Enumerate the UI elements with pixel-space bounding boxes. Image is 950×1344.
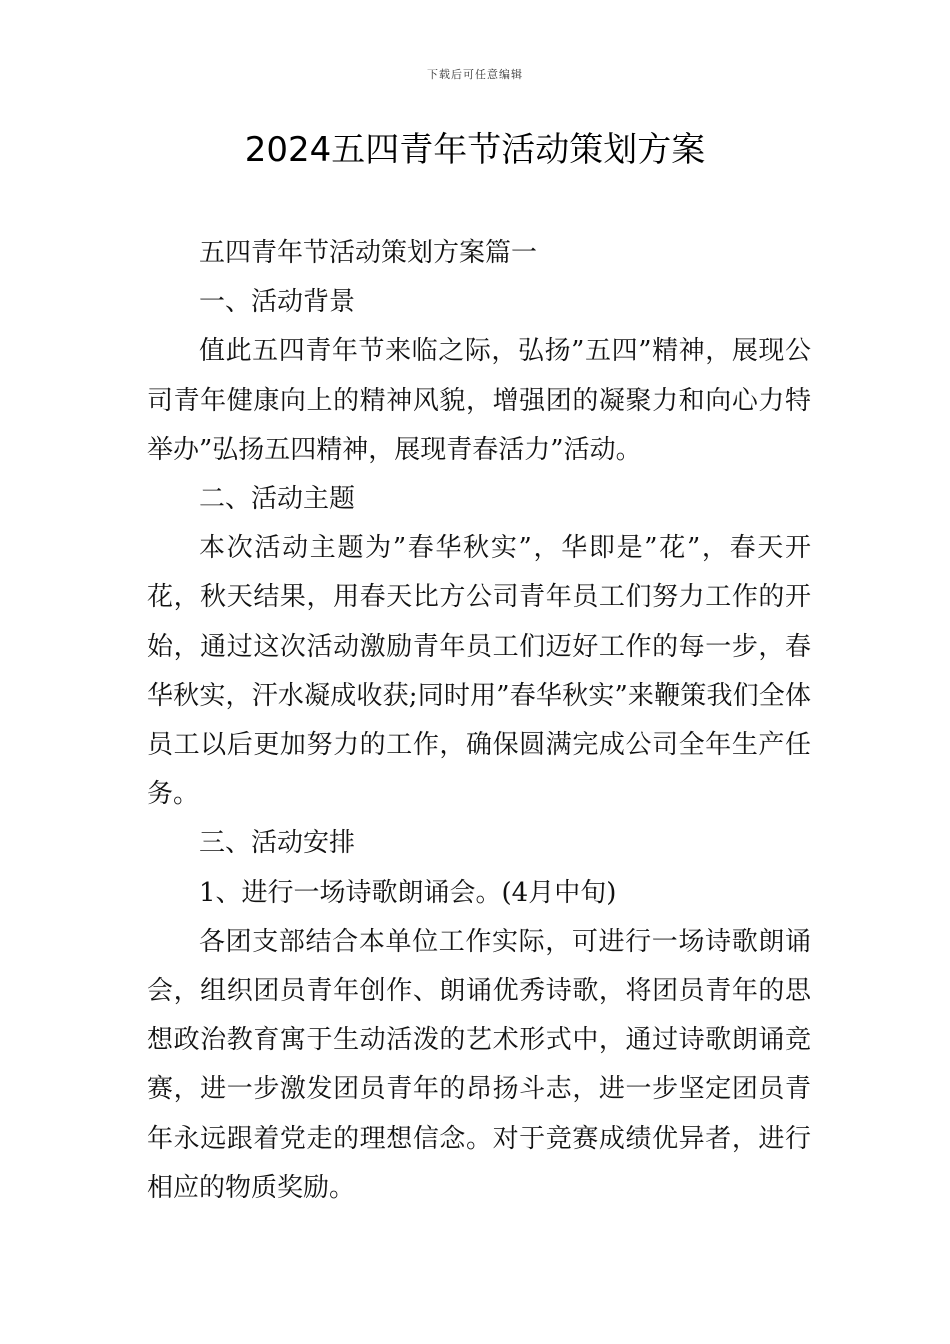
paragraph-theme: 本次活动主题为”春华秋实”，华即是”花”，春天开花，秋天结果，用春天比方公司青年员工们努力工作的开始，通过这次活动激励青年员工们迈好工作的每一步，春华秋实，汗水凝成收获;同时用”春华秋实”来鞭策我们全体员工以后更加努力的工作，确保圆满完成公司全年生产任务。 <box>147 533 811 810</box>
document-body <box>147 229 811 1213</box>
section-heading-theme: 二、活动主题 <box>199 484 356 515</box>
section-heading-part-one: 五四青年节活动策划方案篇一 <box>199 238 538 268</box>
paragraph-background: 值此五四青年节来临之际，弘扬”五四”精神，展现公司青年健康向上的精神风貌，增强团的凝聚力和向心力特举办”弘扬五四精神，展现青春活力”活动。 <box>147 336 811 465</box>
paragraph-poetry-recital: 各团支部结合本单位工作实际，可进行一场诗歌朗诵会，组织团员青年创作、朗诵优秀诗歌，将团员青年的思想政治教育寓于生动活泼的艺术形式中，通过诗歌朗诵竞赛，进一步激发团员青年的昂扬斗志，进一步坚定团员青年永远跟着党走的理想信念。对于竞赛成绩优异者，进行相应的物质奖励。 <box>147 926 811 1203</box>
section-heading-background: 一、活动背景 <box>199 287 356 318</box>
header-note: 下载后可任意编辑 <box>427 68 523 81</box>
section-heading-arrangement: 三、活动安排 <box>199 828 356 859</box>
item-poetry-recital: 1、进行一场诗歌朗诵会。(4月中旬) <box>199 877 617 908</box>
document-title: 2024五四青年节活动策划方案 <box>244 130 706 170</box>
